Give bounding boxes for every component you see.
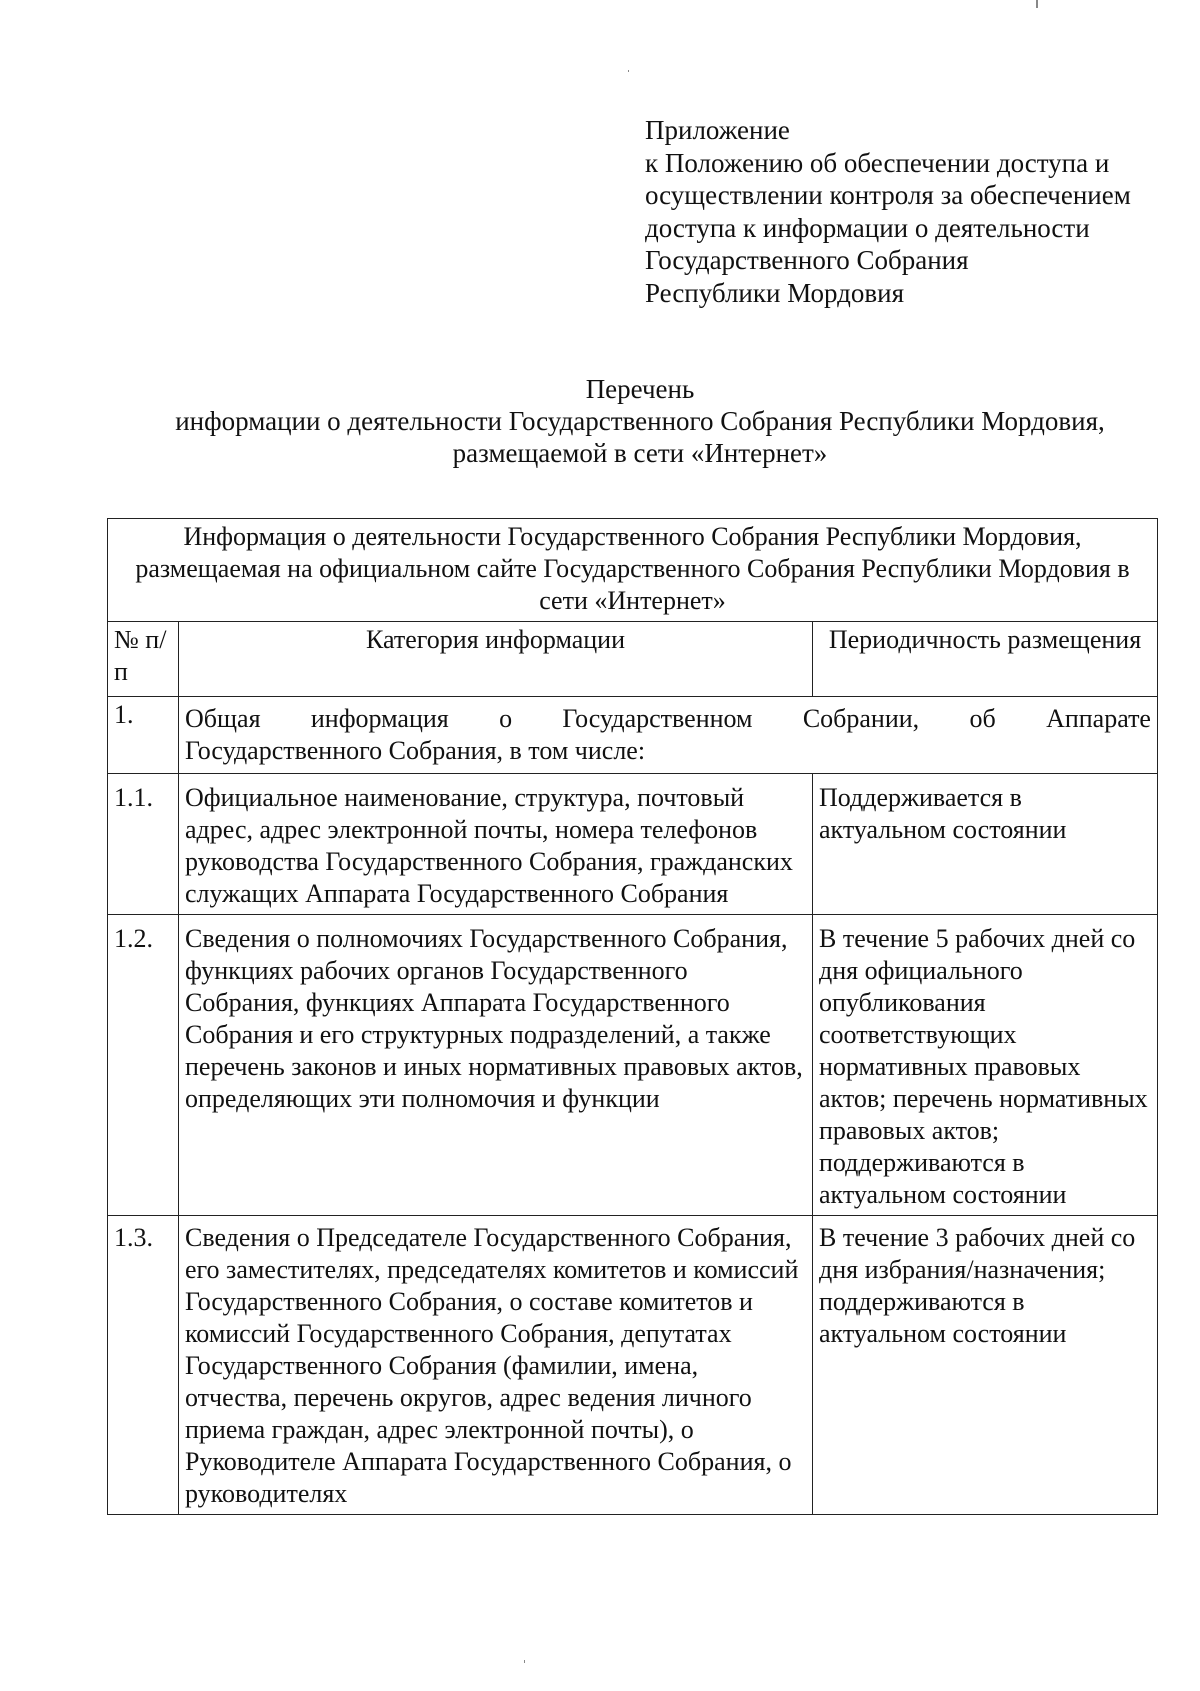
category-word: информация bbox=[310, 704, 449, 733]
table-header-row bbox=[108, 622, 1158, 697]
title-line: Перечень bbox=[585, 374, 695, 404]
row-category: Официальное наименование, структура, почтовый адрес, адрес электронной почты, номера телефонов руководства Государственного Собрания, гражданских служащих Аппарата Государственного Собрания bbox=[179, 774, 813, 915]
header-period: Периодичность размещения bbox=[813, 622, 1158, 697]
scan-mark bbox=[1036, 0, 1038, 8]
table-row bbox=[108, 774, 1158, 915]
appendix-line: к Положению об обеспечении доступа и bbox=[645, 147, 1110, 178]
category-word: Аппарате bbox=[1046, 704, 1151, 733]
table-caption-row bbox=[108, 519, 1158, 622]
row-category: Сведения о Председателе Государственного Собрания, его заместителях, председателях комитетов и комиссий Государственного Собрания, о составе комитетов и комиссий Государственного Собрания, депутатах Государственного Собрания (фамилии, имена, отчества, перечень округов, адрес ведения личного приема граждан, адрес электронной почты), о Руководителе Аппарата Государственного Собрания, о руководителях bbox=[179, 1216, 813, 1515]
title-line: информации о деятельности Государственного Собрания Республики Мордовия, bbox=[175, 406, 1105, 436]
table-row bbox=[108, 1216, 1158, 1515]
info-table bbox=[107, 518, 1158, 1515]
row-num: 1.3. bbox=[108, 1216, 179, 1515]
appendix-line: осуществлении контроля за обеспечением bbox=[645, 180, 1131, 210]
row-period: В течение 5 рабочих дней со дня официального опубликования соответствующих нормативных правовых актов; перечень нормативных правовых актов; поддерживаются в актуальном состоянии bbox=[813, 915, 1158, 1216]
row-num: 1. bbox=[108, 697, 179, 774]
row-num: 1.1. bbox=[108, 774, 179, 915]
row-category bbox=[179, 697, 1158, 774]
category-word: Собрании, bbox=[802, 704, 920, 733]
document-title bbox=[100, 373, 1180, 469]
category-word: о bbox=[499, 704, 513, 733]
row-num: 1.2. bbox=[108, 915, 179, 1216]
row-category: Сведения о полномочиях Государственного Собрания, функциях рабочих органов Государственного Собрания, функциях Аппарата Государственного Собрания и его структурных подразделений, а также перечень законов и иных нормативных правовых актов, определяющих эти полномочия и функции bbox=[179, 915, 813, 1216]
table-caption: Информация о деятельности Государственного Собрания Республики Мордовия, размещаемая на официальном сайте Государственного Собрания Республики Мордовия в сети «Интернет» bbox=[108, 519, 1158, 622]
title-line: размещаемой в сети «Интернет» bbox=[452, 438, 828, 468]
appendix-line: Приложение bbox=[645, 115, 790, 145]
header-num: № п/п bbox=[108, 622, 179, 697]
row-period: Поддерживается в актуальном состоянии bbox=[813, 774, 1158, 915]
table-row bbox=[108, 697, 1158, 774]
appendix-line: доступа к информации о деятельности bbox=[645, 212, 1090, 243]
scan-mark bbox=[524, 1660, 525, 1663]
category-word: Общая bbox=[185, 704, 261, 733]
appendix-block bbox=[645, 114, 1165, 309]
table-row bbox=[108, 915, 1158, 1216]
appendix-line: Республики Мордовия bbox=[645, 277, 905, 308]
header-category: Категория информации bbox=[179, 622, 813, 697]
scan-mark bbox=[628, 70, 629, 72]
category-justified-line bbox=[185, 703, 1151, 735]
row-period: В течение 3 рабочих дней со дня избрания/назначения; поддерживаются в актуальном состоянии bbox=[813, 1216, 1158, 1515]
appendix-line: Государственного Собрания bbox=[645, 245, 969, 275]
category-word: Государственном bbox=[562, 704, 753, 733]
category-word: об bbox=[969, 704, 996, 733]
category-line: Государственного Собрания, в том числе: bbox=[185, 736, 646, 765]
